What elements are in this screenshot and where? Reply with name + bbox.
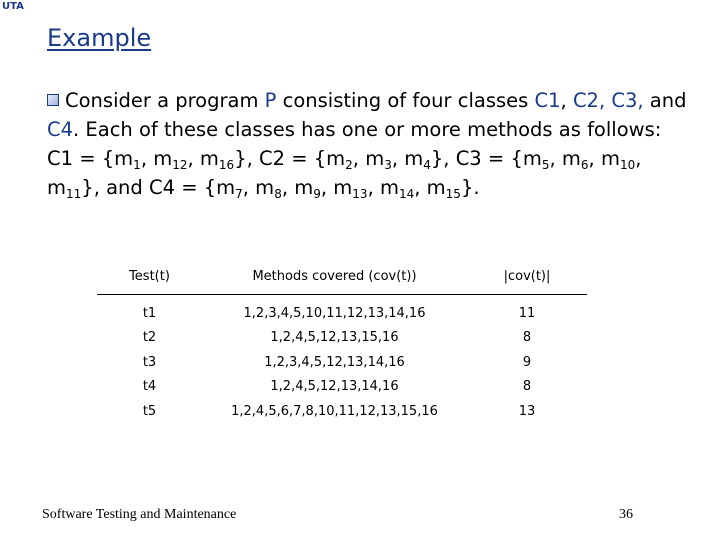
cell-methods: 1,2,4,5,12,13,15,16 xyxy=(270,330,399,346)
cell-test: t3 xyxy=(142,354,157,370)
table-header-row xyxy=(97,258,587,295)
header-methods-covered: Methods covered (cov(t)) xyxy=(202,258,467,295)
table-row xyxy=(97,350,587,375)
header-test: Test(t) xyxy=(97,258,202,295)
cell-count: 11 xyxy=(518,305,536,321)
page-number: 36 xyxy=(619,507,633,522)
cell-methods: 1,2,4,5,6,7,8,10,11,12,13,15,16 xyxy=(231,403,438,419)
cell-test: t2 xyxy=(142,330,157,346)
slide-title: Example xyxy=(47,24,152,52)
cell-count: 9 xyxy=(522,354,532,370)
square-bullet-icon xyxy=(47,94,59,106)
cell-count: 8 xyxy=(522,330,532,346)
table-row xyxy=(97,375,587,400)
uta-logo: UTA xyxy=(2,1,24,12)
coverage-table xyxy=(97,258,587,424)
cell-methods: 1,2,4,5,12,13,14,16 xyxy=(270,379,399,395)
footer-course-title: Software Testing and Maintenance xyxy=(42,507,237,522)
table-row xyxy=(97,295,587,326)
cell-count: 13 xyxy=(518,403,536,419)
body-paragraph: Consider a program P consisting of four classes C1, C2, C3, and C4. Each of these classes has one or more methods as follows: $C1 = \{m_1$, $m_{12}$, $m_{16}$}, $C2 = \{m_2$, $m_3$, $m_4$}, $C3 = \{m_5$, $m_6$, $m_{10}$, $m_{11}$}, and $C4 = \{m_7$, $m_8$, $m_9$, $m_{13}$, $m_{14}$, $m_{15}$}. xyxy=(47,89,687,201)
cell-count: 8 xyxy=(522,379,532,395)
cell-methods: 1,2,3,4,5,12,13,14,16 xyxy=(264,354,405,370)
header-coverage-count: |cov(t)| xyxy=(467,258,587,295)
cell-test: t5 xyxy=(142,403,157,419)
table-row xyxy=(97,326,587,351)
table-row xyxy=(97,399,587,424)
cell-methods: 1,2,3,4,5,10,11,12,13,14,16 xyxy=(243,305,426,321)
cell-test: t1 xyxy=(142,305,157,321)
cell-test: t4 xyxy=(142,379,157,395)
